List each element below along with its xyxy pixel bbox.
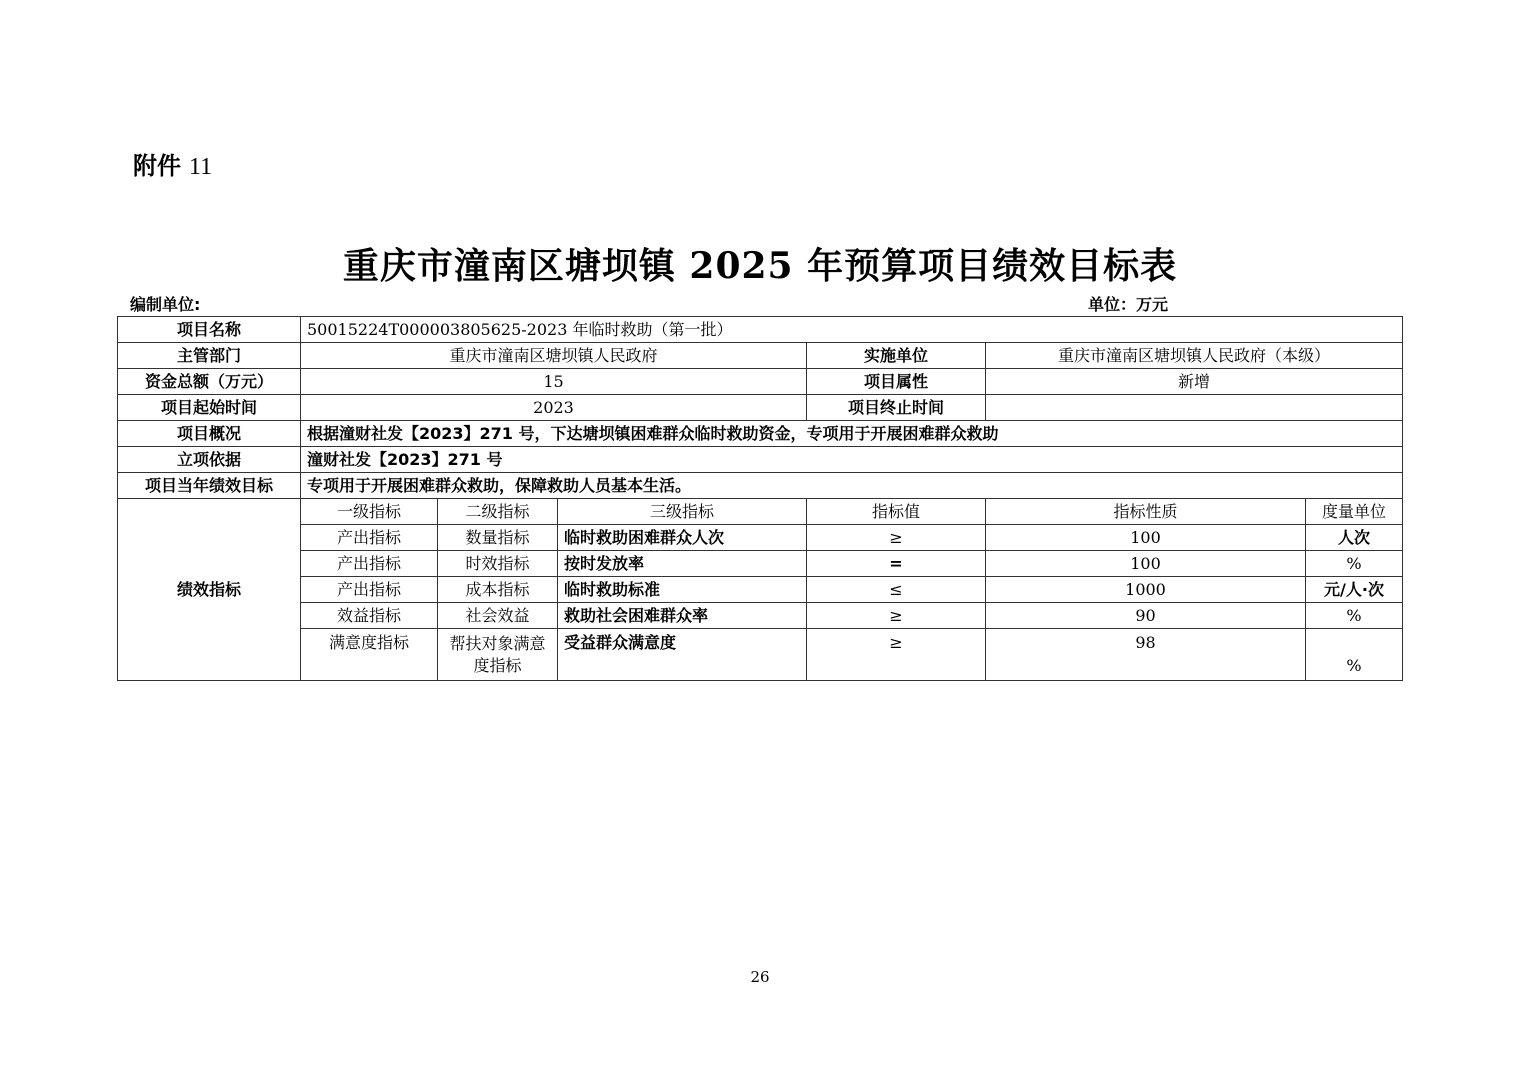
impl-label: 实施单位 (807, 343, 986, 369)
indicator-op: ≤ (807, 577, 986, 603)
attachment-label (133, 146, 212, 181)
end-label: 项目终止时间 (807, 395, 986, 421)
indicator-op: = (807, 551, 986, 577)
start-label: 项目起始时间 (118, 395, 301, 421)
indicator-unit: % (1306, 603, 1403, 629)
basis-value: 潼财社发【2023】271 号 (301, 447, 1403, 473)
unit-label: 单位：万元 (1088, 295, 1169, 314)
table-row (118, 343, 1403, 369)
indicator-value: 100 (986, 551, 1306, 577)
indicator-op: ≥ (807, 525, 986, 551)
basis-label: 立项依据 (118, 447, 301, 473)
header-l2: 二级指标 (438, 499, 558, 525)
indicator-l3: 临时救助困难群众人次 (558, 525, 807, 551)
table-row (118, 395, 1403, 421)
indicator-l2: 社会效益 (438, 603, 558, 629)
table-row (118, 369, 1403, 395)
dept-label: 主管部门 (118, 343, 301, 369)
start-value: 2023 (301, 395, 807, 421)
indicator-row (118, 551, 1403, 577)
indicator-value: 1000 (986, 577, 1306, 603)
indicator-l1: 满意度指标 (301, 629, 438, 681)
indicator-op: ≥ (807, 603, 986, 629)
header-value: 指标性质 (986, 499, 1306, 525)
indicator-l3: 救助社会困难群众率 (558, 603, 807, 629)
impl-value: 重庆市潼南区塘坝镇人民政府（本级） (986, 343, 1403, 369)
indicator-l2: 帮扶对象满意度指标 (438, 629, 558, 681)
attachment-number: 11 (189, 154, 213, 180)
goal-value: 专项用于开展困难群众救助，保障救助人员基本生活。 (301, 473, 1403, 499)
indicator-l1: 产出指标 (301, 577, 438, 603)
indicator-l3: 按时发放率 (558, 551, 807, 577)
compiler-label: 编制单位: (130, 295, 201, 314)
header-l3: 三级指标 (558, 499, 807, 525)
indicator-unit: 元/人·次 (1306, 577, 1403, 603)
indicator-row (118, 525, 1403, 551)
table-row (118, 473, 1403, 499)
fund-value: 15 (301, 369, 807, 395)
indicator-l3: 临时救助标准 (558, 577, 807, 603)
indicator-unit: 人次 (1306, 525, 1403, 551)
performance-table (117, 316, 1403, 681)
indicator-l2: 数量指标 (438, 525, 558, 551)
end-value (986, 395, 1403, 421)
dept-value: 重庆市潼南区塘坝镇人民政府 (301, 343, 807, 369)
overview-value: 根据潼财社发【2023】271 号，下达塘坝镇困难群众临时救助资金，专项用于开展困难群众救助 (301, 421, 1403, 447)
indicators-section-label: 绩效指标 (118, 499, 301, 681)
table-row (118, 447, 1403, 473)
goal-label: 项目当年绩效目标 (118, 473, 301, 499)
indicator-unit: % (1306, 629, 1403, 681)
indicator-l2: 时效指标 (438, 551, 558, 577)
page-title: 重庆市潼南区塘坝镇 2025 年预算项目绩效目标表 (342, 245, 1178, 287)
overview-label: 项目概况 (118, 421, 301, 447)
indicator-unit: % (1306, 551, 1403, 577)
header-l1: 一级指标 (301, 499, 438, 525)
header-op: 指标值 (807, 499, 986, 525)
indicator-l2: 成本指标 (438, 577, 558, 603)
table-row (118, 499, 1403, 525)
indicator-l1: 产出指标 (301, 551, 438, 577)
indicator-value: 98 (986, 629, 1306, 681)
indicator-row (118, 603, 1403, 629)
page-number: 26 (750, 968, 770, 986)
table-row (118, 421, 1403, 447)
indicator-row (118, 629, 1403, 681)
attachment-text: 附件 (133, 152, 181, 180)
project-name-value: 50015224T000003805625-2023 年临时救助（第一批） (301, 317, 1403, 343)
table-row (118, 317, 1403, 343)
indicator-value: 90 (986, 603, 1306, 629)
indicator-row (118, 577, 1403, 603)
indicator-l3: 受益群众满意度 (558, 629, 807, 681)
fund-label: 资金总额（万元） (118, 369, 301, 395)
attr-value: 新增 (986, 369, 1403, 395)
project-name-label: 项目名称 (118, 317, 301, 343)
header-unit: 度量单位 (1306, 499, 1403, 525)
indicator-l1: 效益指标 (301, 603, 438, 629)
indicator-l1: 产出指标 (301, 525, 438, 551)
attr-label: 项目属性 (807, 369, 986, 395)
indicator-value: 100 (986, 525, 1306, 551)
indicator-op: ≥ (807, 629, 986, 681)
